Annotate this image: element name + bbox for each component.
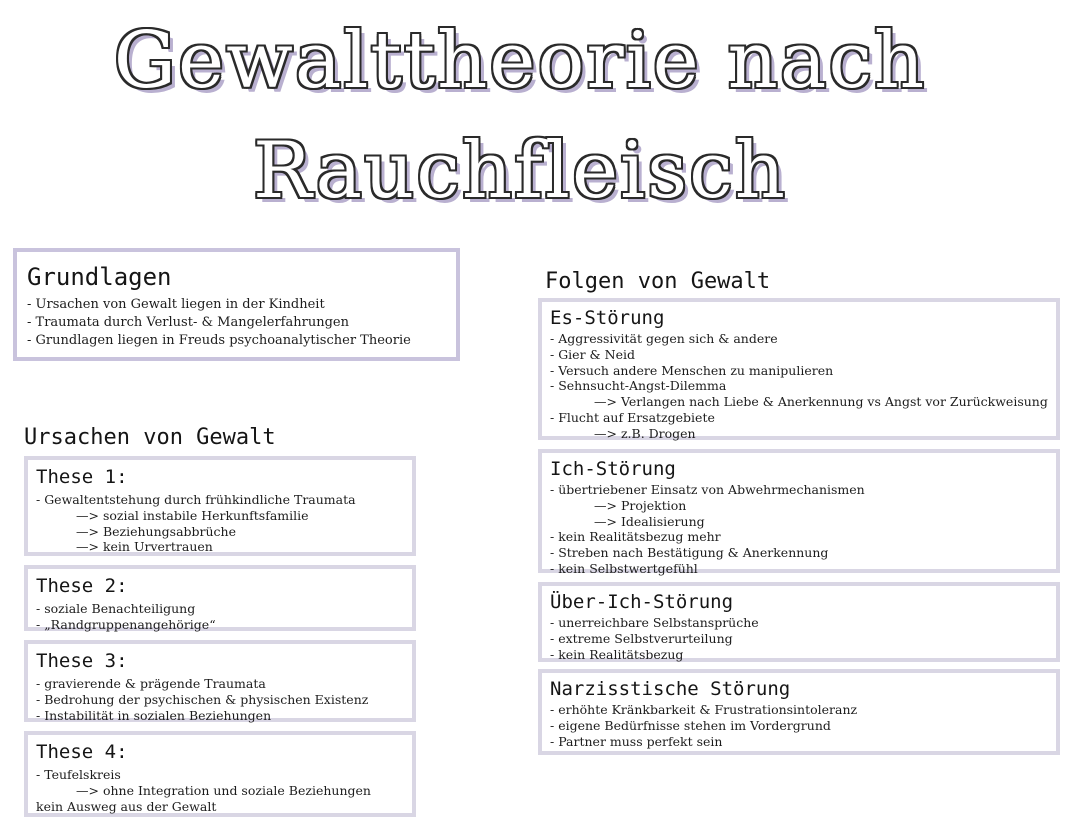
grundlagen-heading: Grundlagen [27,263,172,291]
list-item: —> sozial instabile Herkunftsfamilie [76,507,309,523]
list-item: —> z.B. Drogen [594,425,696,441]
folgen-heading: Folgen von Gewalt [545,269,771,294]
these-4-box [24,731,416,817]
list-item: kein Ausweg aus der Gewalt [36,798,217,814]
ich-stoerung-list [550,482,1048,577]
list-item: - Gewaltentstehung durch frühkindliche Traumata [36,492,356,507]
list-item: - übertriebener Einsatz von Abwehrmechanismen [550,482,865,497]
list-item: —> Verlangen nach Liebe & Anerkennung vs Angst vor Zurückweisung [594,394,1048,410]
these-1-heading: These 1: [36,466,128,488]
es-stoerung-list [550,331,1048,442]
list-item: - Streben nach Bestätigung & Anerkennung [550,545,829,561]
list-item: - kein Selbstwertgefühl [550,560,698,576]
list-item: - Grundlagen liegen in Freuds psychoanalytischer Theorie [27,333,411,348]
these-2-box [24,565,416,631]
ueber-ich-stoerung-list [550,615,1048,662]
list-item: —> Beziehungsabbrüche [76,523,237,539]
list-item: - kein Realitätsbezug [550,646,684,662]
list-item: —> kein Urvertrauen [76,539,213,555]
these-4-heading: These 4: [36,741,128,763]
list-item: - „Randgruppenangehörige“ [36,616,216,632]
page-title-line-1: Gewalttheorie nach [113,16,927,106]
list-item: - Versuch andere Menschen zu manipulieren [550,362,834,378]
ich-stoerung-box [538,449,1060,576]
list-item: - Teufelskreis [36,767,121,782]
list-item: - erhöhte Kränkbarkeit & Frustrationsintoleranz [550,702,858,717]
list-item: —> Idealisierung [594,513,705,529]
these-1-box [24,456,416,556]
ueber-ich-stoerung-box [538,582,1060,662]
list-item: —> Projektion [594,497,687,513]
these-4-list [36,767,404,814]
page-title-line-2: Rauchfleisch [252,126,788,216]
these-2-heading: These 2: [36,575,128,597]
narzisstische-stoerung-box [538,669,1060,755]
list-item: - Aggressivität gegen sich & andere [550,331,778,346]
es-stoerung-box [538,298,1060,440]
list-item: - extreme Selbstverurteilung [550,630,733,646]
list-item: - soziale Benachteiligung [36,601,196,616]
these-1-list [36,492,404,555]
these-2-list [36,601,404,633]
list-item: - unerreichbare Selbstansprüche [550,615,759,630]
grundlagen-list [27,296,446,350]
grundlagen-box [13,248,460,361]
list-item: - kein Realitätsbezug mehr [550,529,721,545]
narzisstische-stoerung-list [550,702,1048,749]
list-item: - Partner muss perfekt sein [550,733,723,749]
ich-stoerung-heading: Ich-Störung [550,458,676,480]
list-item: - Bedrohung der psychischen & physischen Existenz [36,691,369,707]
these-3-box [24,640,416,722]
es-stoerung-heading: Es-Störung [550,307,665,329]
narzisstische-stoerung-heading: Narzisstische Störung [550,678,791,700]
ursachen-heading: Ursachen von Gewalt [24,425,276,450]
list-item: - Ursachen von Gewalt liegen in der Kindheit [27,297,325,312]
list-item: - Instabilität in sozialen Beziehungen [36,707,272,723]
list-item: —> ohne Integration und soziale Beziehungen [76,782,371,798]
list-item: - gravierende & prägende Traumata [36,676,266,691]
list-item: - Flucht auf Ersatzgebiete [550,409,715,425]
these-3-heading: These 3: [36,650,128,672]
list-item: - Sehnsucht-Angst-Dilemma [550,378,727,394]
list-item: - eigene Bedürfnisse stehen im Vordergrund [550,717,831,733]
these-3-list [36,676,404,723]
list-item: - Gier & Neid [550,346,635,362]
list-item: - Traumata durch Verlust- & Mangelerfahrungen [27,315,349,330]
ueber-ich-stoerung-heading: Über-Ich-Störung [550,591,734,613]
